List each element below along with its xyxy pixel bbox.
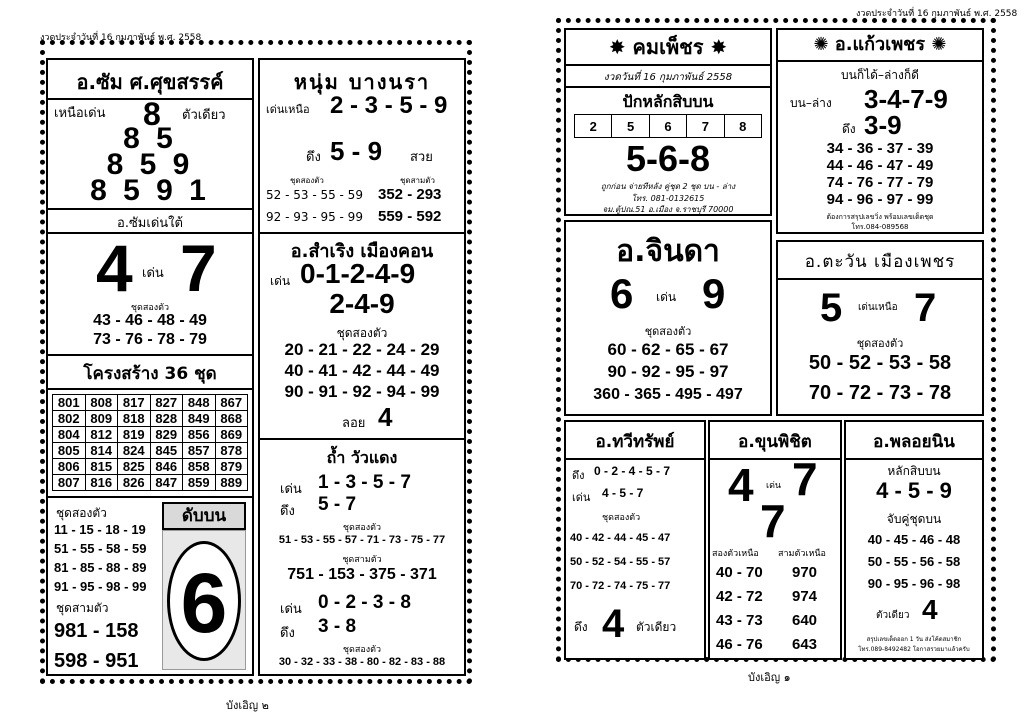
star-icon: ✸	[710, 35, 728, 59]
som-triples-2: 598 - 951	[54, 650, 139, 672]
digit-cell: 7	[687, 115, 724, 138]
khom-title-bar	[566, 30, 770, 66]
grid-row	[53, 443, 248, 459]
khom-panel	[564, 28, 772, 216]
grid-cell: 807	[53, 475, 86, 491]
right-page-header: งวดประจำวันที่ 16 กุมภาพันธ์ พ.ศ. 2558	[856, 9, 1018, 19]
phloi-note-1: สรุปเลขเด็ดออก 1 วัน ส่งโค้ดสมาชิก	[866, 636, 962, 643]
grid-cell: 828	[150, 411, 183, 427]
khun-col2-1: 970	[792, 564, 818, 581]
kaew-note-1: ต้องการสรุปเลขวิ่ง พร้อมเลขเด็ดชุด	[826, 213, 934, 221]
thawi-pairs-2: 50 - 52 - 54 - 55 - 57	[570, 556, 671, 568]
grid-cell: 806	[53, 459, 86, 475]
tawan-pairs-1: 50 - 52 - 53 - 58	[808, 352, 952, 374]
khun-big-mid: เด่น	[766, 481, 782, 491]
left-page-footer: บังเอิญ ๒	[226, 699, 269, 712]
tham-pairs-2: 30 - 32 - 33 - 38 - 80 - 82 - 83 - 88	[278, 656, 446, 668]
phloi-note-2: โทร.089-8492482 โอกาสรวยมาแล้วครับ	[858, 646, 970, 653]
digit-cell: 8	[724, 115, 761, 138]
grid-cell: 812	[85, 427, 118, 443]
grid-cell: 825	[118, 459, 151, 475]
som-big-mid: เด่น	[142, 266, 164, 281]
grid-cell: 849	[183, 411, 216, 427]
num-pairs-2: 92 - 93 - 95 - 99	[266, 210, 363, 224]
thawi-single-label: ตัวเดียว	[636, 620, 677, 634]
grid-cell: 802	[53, 411, 86, 427]
som-panel	[46, 58, 254, 676]
khom-note-1: ถูกก่อน จ่ายทีหลัง คู่ชุด 2 ชุด บน - ล่าง	[600, 182, 736, 191]
grid-cell: 817	[118, 395, 151, 411]
tham-title: ถ้ำ วัวแดง	[326, 448, 398, 467]
phloi-panel	[844, 420, 984, 660]
thawi-pair-label: ชุดสองตัว	[602, 513, 641, 523]
digit-cell: 6	[649, 115, 686, 138]
flower-icon: ✺	[931, 34, 947, 55]
tham-lead2-label: เด่น	[280, 602, 302, 617]
grid-row	[53, 475, 248, 491]
som-pairs2-3: 81 - 85 - 88 - 89	[54, 560, 147, 575]
num-triples-1: 352 - 293	[378, 186, 442, 203]
kaew-title-bar	[778, 30, 982, 62]
grid-cell: 819	[118, 427, 151, 443]
kaew-title: อ.แก้วเพชร	[834, 34, 926, 55]
phloi-single-label: ตัวเดียว	[876, 610, 910, 621]
phloi-subtitle: หลักสิบบน	[887, 464, 941, 478]
som-pairs2-1: 11 - 15 - 18 - 19	[54, 522, 146, 537]
khun-col1-3: 43 - 73	[716, 612, 763, 629]
tham-lead: 1 - 3 - 5 - 7	[318, 472, 411, 493]
jinda-big-mid: เด่น	[656, 290, 677, 304]
tham-lead-label: เด่น	[280, 482, 302, 497]
som-big-right: 7	[180, 231, 217, 305]
som-sub-title: อ.ซัมเด่นใต้	[117, 216, 183, 231]
grid-cell: 869	[215, 427, 248, 443]
num-lead: 2 - 3 - 5 - 9	[330, 92, 448, 119]
khom-main: 5-6-8	[625, 138, 711, 179]
thawi-panel	[564, 420, 706, 660]
tham-pull2-label: ดึง	[280, 626, 295, 641]
khun-col1-label: สองตัวเหนือ	[712, 549, 759, 559]
thawi-pull2-label: ดึง	[574, 620, 588, 634]
jinda-title: อ.จินดา	[616, 234, 720, 269]
dup-panel	[162, 530, 246, 670]
phloi-single-digit: 4	[922, 594, 938, 625]
num-pull-label: ดึง	[306, 150, 321, 165]
som-pairs2-4: 91 - 95 - 98 - 99	[54, 579, 147, 594]
tawan-pairs-2: 70 - 72 - 73 - 78	[808, 382, 952, 404]
grid-row	[53, 411, 248, 427]
samroeng-pairs-2: 40 - 41 - 42 - 44 - 49	[284, 361, 440, 380]
samroeng-pair-label: ชุดสองตัว	[336, 326, 388, 340]
som-pairs2-2: 51 - 55 - 58 - 59	[54, 541, 147, 556]
grid-cell: 816	[85, 475, 118, 491]
kaew-panel	[776, 28, 984, 234]
som-big-left: 4	[96, 231, 133, 305]
tham-pair2-label: ชุดสองตัว	[342, 645, 382, 655]
thawi-lead: 4 - 5 - 7	[602, 486, 644, 500]
som-pair-label: ชุดสองตัว	[130, 303, 170, 313]
kaew-lead: 3-4-7-9	[864, 84, 948, 114]
right-page-footer: บังเอิญ ๑	[748, 671, 791, 684]
som-pairs-1: 43 - 46 - 48 - 49	[93, 312, 207, 329]
samroeng-lead: 0-1-2-4-9	[300, 258, 416, 289]
khun-big-right: 7	[792, 453, 818, 505]
khom-date: งวดวันที่ 16 กุมภาพันธ์ 2558	[603, 72, 733, 83]
khun-col1-1: 40 - 70	[716, 564, 763, 581]
tawan-pair-label: ชุดสองตัว	[856, 337, 904, 350]
khun-big-bottom: 7	[760, 495, 786, 547]
som-triples-1: 981 - 158	[54, 620, 139, 642]
khom-digits	[574, 114, 762, 138]
num-pair-label: ชุดสองตัว	[290, 176, 324, 185]
kaew-subtitle: บนก็ได้–ล่างก็ดี	[841, 68, 919, 82]
kaew-pairs-1: 34 - 36 - 37 - 39	[826, 140, 934, 157]
samroeng-pairs-3: 90 - 91 - 92 - 94 - 99	[284, 382, 440, 401]
grid-cell: 845	[150, 443, 183, 459]
grid-cell: 826	[118, 475, 151, 491]
digit-cell: 2	[575, 115, 612, 138]
som-lead-label: เหนือเด่น	[54, 106, 106, 121]
grid-cell: 858	[183, 459, 216, 475]
num-pull-suffix: สวย	[410, 150, 433, 165]
som-pyramid-2: 8 5 9	[106, 148, 194, 181]
thawi-pairs-3: 70 - 72 - 74 - 75 - 77	[570, 580, 671, 592]
jinda-panel	[564, 220, 772, 416]
khun-col2-3: 640	[792, 612, 818, 629]
som-pair-label-2: ชุดสองตัว	[56, 506, 107, 520]
grid-row	[53, 427, 248, 443]
grid-cell: 801	[53, 395, 86, 411]
tawan-big-left: 5	[820, 286, 843, 330]
num-pairs-1: 52 - 53 - 55 - 59	[266, 188, 363, 202]
som-structure-title: โครงสร้าง 36 ชุด	[83, 364, 217, 384]
tham-triples: 751 - 153 - 375 - 371	[287, 566, 437, 583]
tham-pull-2: 3 - 8	[318, 616, 357, 637]
flower-icon: ✺	[813, 34, 829, 55]
grid-row	[53, 395, 248, 411]
num-title: หนุ่ม บางนรา	[293, 70, 431, 94]
som-title: อ.ซัม ศ.ศุขสรรค์	[76, 70, 224, 94]
grid-cell: 824	[118, 443, 151, 459]
khun-title: อ.ขุนพิชิต	[738, 432, 812, 452]
kaew-pairs-2: 44 - 46 - 47 - 49	[826, 157, 934, 174]
jinda-pairs-2: 90 - 92 - 95 - 97	[607, 362, 729, 381]
star-icon: ✸	[608, 35, 626, 59]
grid-cell: 859	[183, 475, 216, 491]
jinda-pairs-1: 60 - 62 - 65 - 67	[607, 340, 729, 359]
grid-cell: 804	[53, 427, 86, 443]
grid-cell: 878	[215, 443, 248, 459]
num-pull: 5 - 9	[330, 136, 383, 166]
khun-big-left: 4	[728, 459, 754, 511]
tham-pull-label: ดึง	[280, 504, 295, 519]
som-lead-digit: 8	[143, 96, 161, 132]
grid-cell: 856	[183, 427, 216, 443]
num-triples-2: 559 - 592	[378, 208, 442, 225]
right-column-panel	[258, 58, 466, 676]
phloi-lead: 4 - 5 - 9	[876, 478, 952, 503]
khom-sub-title: ปักหลักสิบบน	[622, 92, 714, 111]
grid-cell: 805	[53, 443, 86, 459]
khom-note-2: โทร. 081-0132615	[631, 194, 705, 203]
thawi-pull-label: ดึง	[572, 469, 585, 482]
khun-col2-label: สามตัวเหนือ	[778, 549, 826, 559]
thawi-pairs-1: 40 - 42 - 44 - 45 - 47	[570, 532, 671, 544]
jinda-big-right: 9	[702, 270, 726, 317]
grid-cell: 827	[150, 395, 183, 411]
som-pairs-2: 73 - 76 - 78 - 79	[93, 331, 207, 348]
samroeng-title: อ.สำเริง เมืองคอน	[290, 241, 434, 262]
digit-cell: 5	[612, 115, 649, 138]
grid-cell: 889	[215, 475, 248, 491]
grid-cell: 848	[183, 395, 216, 411]
thawi-title: อ.ทวีทรัพย์	[595, 432, 675, 452]
tawan-big-mid: เด่นเหนือ	[858, 302, 898, 313]
phloi-pairs-1: 40 - 45 - 46 - 48	[867, 532, 961, 547]
phloi-pairs-3: 90 - 95 - 96 - 98	[867, 576, 961, 591]
num-triple-label: ชุดสามตัว	[400, 176, 435, 185]
som-pyramid-3: 8 5 9 1	[90, 174, 210, 207]
dup-digit: 6	[167, 541, 241, 661]
grid-cell: 857	[183, 443, 216, 459]
som-single-label: ตัวเดียว	[182, 108, 226, 123]
samroeng-float-label: ลอย	[342, 416, 366, 431]
khun-col1-4: 46 - 76	[716, 636, 763, 653]
samroeng-lead-2: 2-4-9	[329, 288, 395, 319]
tham-pull: 5 - 7	[318, 494, 357, 515]
tham-pairs: 51 - 53 - 55 - 57 - 71 - 73 - 75 - 77	[278, 534, 446, 546]
grid-cell: 815	[85, 459, 118, 475]
structure-grid	[52, 394, 248, 491]
jinda-pair-label: ชุดสองตัว	[644, 325, 692, 338]
kaew-pull-label: ดึง	[842, 122, 856, 136]
tawan-big-right: 7	[914, 286, 937, 330]
grid-cell: 868	[215, 411, 248, 427]
khun-col1-2: 42 - 72	[716, 588, 763, 605]
grid-cell: 846	[150, 459, 183, 475]
jinda-triples: 360 - 365 - 495 - 497	[593, 386, 743, 403]
kaew-pairs-4: 94 - 96 - 97 - 99	[826, 191, 934, 208]
thawi-pull: 0 - 2 - 4 - 5 - 7	[594, 464, 671, 478]
left-page-header: งวดประจำวันที่ 16 กุมภาพันธ์ พ.ศ. 2558	[40, 33, 202, 43]
grid-cell: 814	[85, 443, 118, 459]
khun-panel	[708, 420, 842, 660]
grid-cell: 829	[150, 427, 183, 443]
tawan-panel	[776, 240, 984, 416]
jinda-big-left: 6	[610, 270, 634, 317]
samroeng-pairs-1: 20 - 21 - 22 - 24 - 29	[284, 340, 440, 359]
tham-triple-label: ชุดสามตัว	[342, 555, 382, 565]
khun-col2-2: 974	[792, 588, 818, 605]
dup-label-badge: ดับบน	[162, 502, 246, 530]
grid-row	[53, 459, 248, 475]
kaew-lead-label: บน–ล่าง	[790, 96, 832, 110]
khom-title: คมเพ็ชร	[632, 35, 704, 59]
kaew-pull: 3-9	[864, 110, 902, 140]
som-triple-label: ชุดสามตัว	[56, 601, 109, 615]
kaew-pairs-3: 74 - 76 - 77 - 79	[826, 174, 934, 191]
samroeng-lead-label: เด่น	[270, 274, 291, 288]
grid-cell: 867	[215, 395, 248, 411]
samroeng-float-digit: 4	[378, 402, 393, 432]
tham-lead-2: 0 - 2 - 3 - 8	[318, 592, 411, 613]
som-pyramid-1: 8 5	[123, 122, 177, 155]
grid-cell: 818	[118, 411, 151, 427]
grid-cell: 847	[150, 475, 183, 491]
grid-cell: 808	[85, 395, 118, 411]
num-lead-label: เด่นเหนือ	[266, 103, 310, 116]
kaew-note-2: โทร.084-089568	[851, 223, 909, 231]
phloi-pair-label: จับคู่ชุดบน	[886, 512, 942, 526]
khun-col2-4: 643	[792, 636, 818, 653]
grid-cell: 809	[85, 411, 118, 427]
tawan-title: อ.ตะวัน เมืองเพชร	[804, 252, 956, 272]
thawi-pull2-digit: 4	[602, 602, 625, 646]
khom-note-3: จม.ตู้ปณ.51 อ.เมือง จ.ราชบุรี 70000	[602, 205, 734, 214]
thawi-lead-label: เด่น	[572, 491, 591, 504]
phloi-pairs-2: 50 - 55 - 56 - 58	[867, 554, 961, 569]
grid-cell: 879	[215, 459, 248, 475]
phloi-title: อ.พลอยนิน	[873, 432, 955, 452]
tham-pair-label: ชุดสองตัว	[342, 523, 382, 533]
